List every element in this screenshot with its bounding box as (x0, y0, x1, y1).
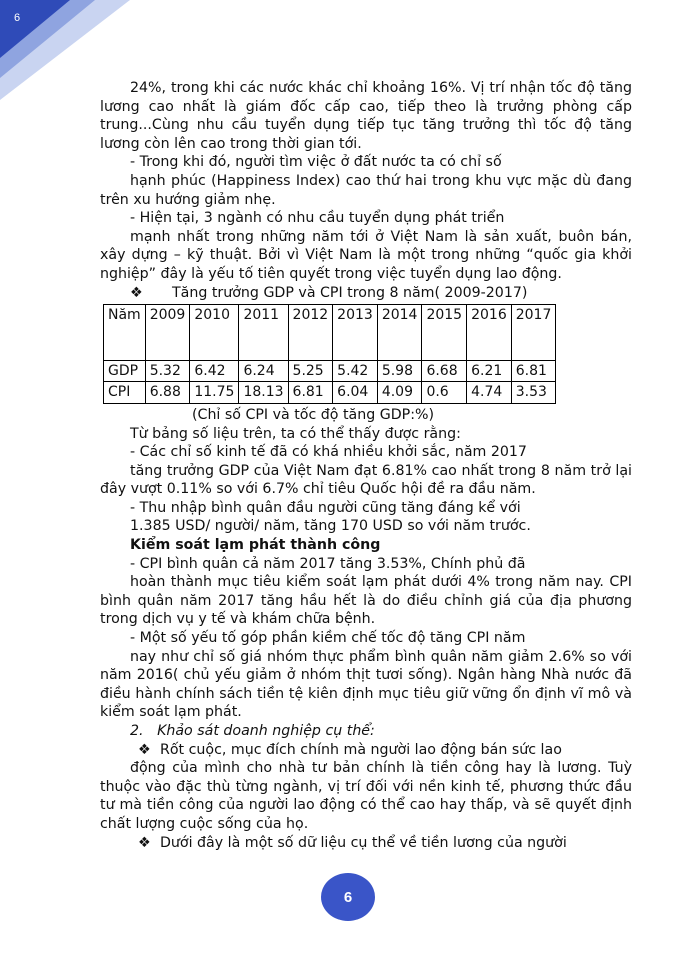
table-cell: 2010 (190, 305, 239, 326)
table-cell: 6.81 (288, 382, 333, 404)
paragraph-9-first-text: Rốt cuộc, mục đích chính mà người lao động bán sức lao (160, 741, 562, 758)
table-cell: 0.6 (422, 382, 467, 404)
table-cell: 2009 (145, 305, 190, 326)
table-cell: 5.42 (333, 360, 378, 382)
header-page-number: 6 (14, 12, 21, 24)
table-caption (100, 284, 632, 303)
table-cell: 2014 (377, 305, 422, 326)
diamond-bullet-icon: ❖ (138, 834, 151, 851)
table-cell: 2012 (288, 305, 333, 326)
section-heading-2: 2. Khảo sát doanh nghiệp cụ thể: (130, 723, 375, 739)
diamond-bullet-icon: ❖ (138, 741, 151, 758)
diamond-bullet-icon: ❖ (130, 284, 143, 301)
paragraph-10-first-text: Dưới đây là một số dữ liệu cụ thể về tiền lương của người (160, 834, 567, 851)
table-cell: 6.68 (422, 360, 467, 382)
table-cell: 4.74 (467, 382, 512, 404)
table-cell: 2013 (333, 305, 378, 326)
table-cell: CPI (104, 382, 146, 404)
table-note: (Chỉ số CPI và tốc độ tăng GDP:%) (192, 406, 435, 423)
table-cell: 4.09 (377, 382, 422, 404)
document-body (100, 79, 632, 852)
table-cell: Năm (104, 305, 146, 326)
paragraph-2-rest: hạnh phúc (Happiness Index) cao thứ hai trong khu vực mặc dù đang trên xu hướng giảm nhẹ. (100, 172, 632, 208)
table-cell: 5.32 (145, 360, 190, 382)
table-cell: 2015 (422, 305, 467, 326)
table-cell: 5.25 (288, 360, 333, 382)
paragraph-9-first-line (100, 741, 632, 760)
paragraph-8-rest: nay như chỉ số giá nhóm thực phẩm bình quân năm giảm 2.6% so với năm 2016( chủ yếu giảm ở nhóm thịt tươi sống). Ngân hàng Nhà nước đã điều hành chính sách tiền tệ kiên định mục tiêu giữ vững ổn định vĩ mô và kiểm soát lạm phát. (100, 648, 632, 721)
table-cell: 6.81 (511, 360, 556, 382)
paragraph-6-first-line: - Thu nhập bình quân đầu người cũng tăng đáng kể với (130, 499, 521, 516)
table-cell: 18.13 (239, 382, 288, 404)
table-spacer-row (104, 326, 556, 361)
table-cell: 3.53 (511, 382, 556, 404)
paragraph-8-first-line: - Một số yếu tố góp phần kiềm chế tốc độ tăng CPI năm (130, 630, 526, 647)
table-cell: 11.75 (190, 382, 239, 404)
footer-page-number: 6 (343, 888, 353, 906)
table-cell: 2017 (511, 305, 556, 326)
table-cell: 6.24 (239, 360, 288, 382)
paragraph-7-first-line: - CPI bình quân cả năm 2017 tăng 3.53%, Chính phủ đã (130, 555, 526, 572)
gdp-cpi-table (103, 304, 556, 404)
paragraph-2-first-line: - Trong khi đó, người tìm việc ở đất nước ta có chỉ số (130, 154, 502, 171)
paragraph-3-rest: mạnh nhất trong những năm tới ở Việt Nam là sản xuất, buôn bán, xây dựng – kỹ thuật. Bởi vì Việt Nam là một trong những “quốc gia khởi nghiệp” đây là yếu tố tiên quyết trong việc tuyển dụng lao động. (100, 228, 632, 282)
paragraph-3-first-line: - Hiện tại, 3 ngành có nhu cầu tuyển dụng phát triển (130, 210, 505, 227)
table-row-gdp (104, 360, 556, 382)
paragraph-7-rest: hoàn thành mục tiêu kiểm soát lạm phát dưới 4% trong năm nay. CPI bình quân năm 2017 tăng hầu hết là do điều chỉnh giá của địa phương trong dịch vụ y tế và khám chữa bệnh. (100, 574, 632, 628)
paragraph-10-first-line (100, 834, 632, 853)
table-cell: 6.88 (145, 382, 190, 404)
table-cell: 2011 (239, 305, 288, 326)
paragraph-6-rest: 1.385 USD/ người/ năm, tăng 170 USD so với năm trước. (130, 518, 531, 535)
table-cell: 2016 (467, 305, 512, 326)
table-row-cpi (104, 382, 556, 404)
table-cell: 6.42 (190, 360, 239, 382)
paragraph-9-rest: động của mình cho nhà tư bản chính là tiền công hay là lương. Tuỳ thuộc vào đặc thù từng ngành, vị trí đối với nền kinh tế, phương thức đầu tư mà tiền công của người lao động có thể cao hay thấp, và sẽ quyết định chất lượng cuộc sống của họ. (100, 760, 632, 832)
paragraph-4: Từ bảng số liệu trên, ta có thể thấy được rằng: (130, 425, 461, 442)
paragraph-5-first-line: - Các chỉ số kinh tế đã có khá nhiều khởi sắc, năm 2017 (130, 444, 527, 461)
paragraph-1: 24%, trong khi các nước khác chỉ khoảng 16%. Vị trí nhận tốc độ tăng lương cao nhất là giám đốc cấp cao, tiếp theo là trưởng phòng cấp trung...Cùng nhu cầu tuyển dụng tiếp tục tăng trưởng thì tốc độ tăng lương còn lên cao trong thời gian tới. (100, 80, 632, 152)
table-cell: 5.98 (377, 360, 422, 382)
footer-page-number-badge (321, 873, 375, 921)
table-header-row (104, 305, 556, 326)
section-heading-inflation: Kiểm soát lạm phát thành công (130, 537, 381, 554)
paragraph-5-rest: tăng trưởng GDP của Việt Nam đạt 6.81% cao nhất trong 8 năm trở lại đây vượt 0.11% so với 6.7% chỉ tiêu Quốc hội đề ra đầu năm. (100, 462, 632, 498)
table-caption-text: Tăng trưởng GDP và CPI trong 8 năm( 2009-2017) (172, 284, 528, 301)
table-cell: 6.04 (333, 382, 378, 404)
table-cell: 6.21 (467, 360, 512, 382)
table-cell: GDP (104, 360, 146, 382)
